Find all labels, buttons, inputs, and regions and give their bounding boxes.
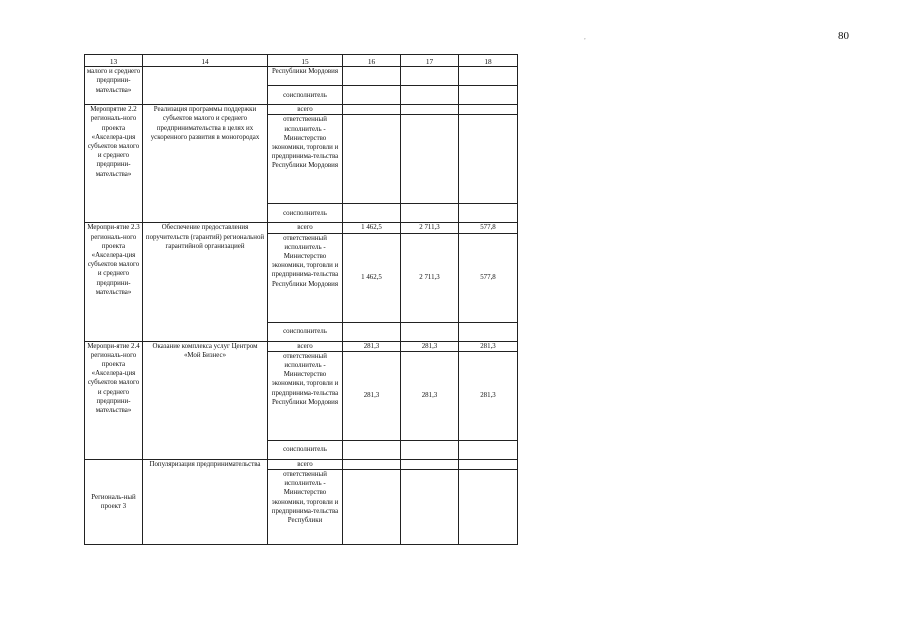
value-cell: [343, 470, 401, 545]
page-number: 80: [838, 30, 849, 42]
value-cell: [459, 470, 518, 545]
margin-mark: ,: [584, 33, 586, 41]
value-cell: [343, 86, 401, 105]
value-cell: 281,3: [401, 341, 459, 351]
value-cell: [459, 440, 518, 459]
value-cell: [459, 67, 518, 86]
value-cell: [401, 470, 459, 545]
name-cell: Популяризация предпринимательства: [143, 459, 268, 544]
header-cell: 13: [85, 55, 143, 67]
budget-table: [84, 54, 518, 545]
activity-cell: Меропрятие 2.2 региональ-ного проекта «Акселера-ция субъектов малого и среднего предприни-мательства»: [85, 105, 143, 223]
value-cell: [343, 322, 401, 341]
value-cell: 2 711,3: [401, 223, 459, 233]
total-label-cell: всего: [268, 459, 343, 469]
header-cell: 15: [268, 55, 343, 67]
executor-cell: ответственный исполнитель - Министерство экономики, торговли и предпринима-тельства Республики Мордовия: [268, 233, 343, 322]
total-label-cell: всего: [268, 341, 343, 351]
header-cell: 14: [143, 55, 268, 67]
value-cell: [459, 86, 518, 105]
activity-cell: малого и среднего предприни-мательства»: [85, 67, 143, 105]
table-row: [85, 67, 518, 86]
value-cell: [459, 322, 518, 341]
value-cell: 577,8: [459, 223, 518, 233]
co-executor-cell: соисполнитель: [268, 86, 343, 105]
value-cell: 2 711,3: [401, 233, 459, 322]
name-cell: [143, 67, 268, 105]
co-executor-cell: соисполнитель: [268, 204, 343, 223]
value-cell: 577,8: [459, 233, 518, 322]
co-executor-cell: соисполнитель: [268, 322, 343, 341]
value-cell: 281,3: [343, 341, 401, 351]
value-cell: [459, 115, 518, 204]
value-cell: [459, 459, 518, 469]
value-cell: [343, 459, 401, 469]
value-cell: [343, 204, 401, 223]
executor-cell: Республики Мордовия: [268, 67, 343, 86]
co-executor-cell: соисполнитель: [268, 440, 343, 459]
value-cell: [401, 440, 459, 459]
total-label-cell: всего: [268, 105, 343, 115]
activity-cell: Региональ-ный проект 3: [85, 459, 143, 544]
value-cell: [401, 105, 459, 115]
value-cell: [401, 67, 459, 86]
value-cell: [459, 204, 518, 223]
value-cell: [401, 322, 459, 341]
value-cell: 281,3: [343, 351, 401, 440]
name-cell: Реализация программы поддержки субъектов малого и среднего предпринимательства в целях их ускоренного развития в моногородах: [143, 105, 268, 223]
table-row: [85, 105, 518, 115]
value-cell: [401, 115, 459, 204]
value-cell: [401, 86, 459, 105]
total-label-cell: всего: [268, 223, 343, 233]
value-cell: [401, 459, 459, 469]
value-cell: [343, 105, 401, 115]
value-cell: [401, 204, 459, 223]
value-cell: [343, 115, 401, 204]
activity-cell: Меропри-ятие 2.3 региональ-ного проекта «Акселера-ция субъектов малого и среднего предприни-мательства»: [85, 223, 143, 341]
executor-cell: ответственный исполнитель - Министерство экономики, торговли и предпринима-тельства Республики: [268, 470, 343, 545]
name-cell: Оказание комплекса услуг Центром «Мой Бизнес»: [143, 341, 268, 459]
table-row: [85, 223, 518, 233]
value-cell: 281,3: [401, 351, 459, 440]
activity-cell: Меропри-ятие 2.4 региональ-ного проекта «Акселера-ция субъектов малого и среднего предприни-мательства»: [85, 341, 143, 459]
value-cell: 1 462,5: [343, 223, 401, 233]
value-cell: [459, 105, 518, 115]
header-cell: 17: [401, 55, 459, 67]
value-cell: [343, 440, 401, 459]
value-cell: [343, 67, 401, 86]
table-header-row: [85, 55, 518, 67]
executor-cell: ответственный исполнитель - Министерство экономики, торговли и предпринима-тельства Республики Мордовия: [268, 351, 343, 440]
name-cell: Обеспечение предоставления поручительств (гарантий) региональной гарантийной организацией: [143, 223, 268, 341]
value-cell: 281,3: [459, 351, 518, 440]
table-row: [85, 341, 518, 351]
header-cell: 18: [459, 55, 518, 67]
executor-cell: ответственный исполнитель - Министерство экономики, торговли и предпринима-тельства Республики Мордовия: [268, 115, 343, 204]
header-cell: 16: [343, 55, 401, 67]
value-cell: 1 462,5: [343, 233, 401, 322]
table-row: [85, 459, 518, 469]
value-cell: 281,3: [459, 341, 518, 351]
